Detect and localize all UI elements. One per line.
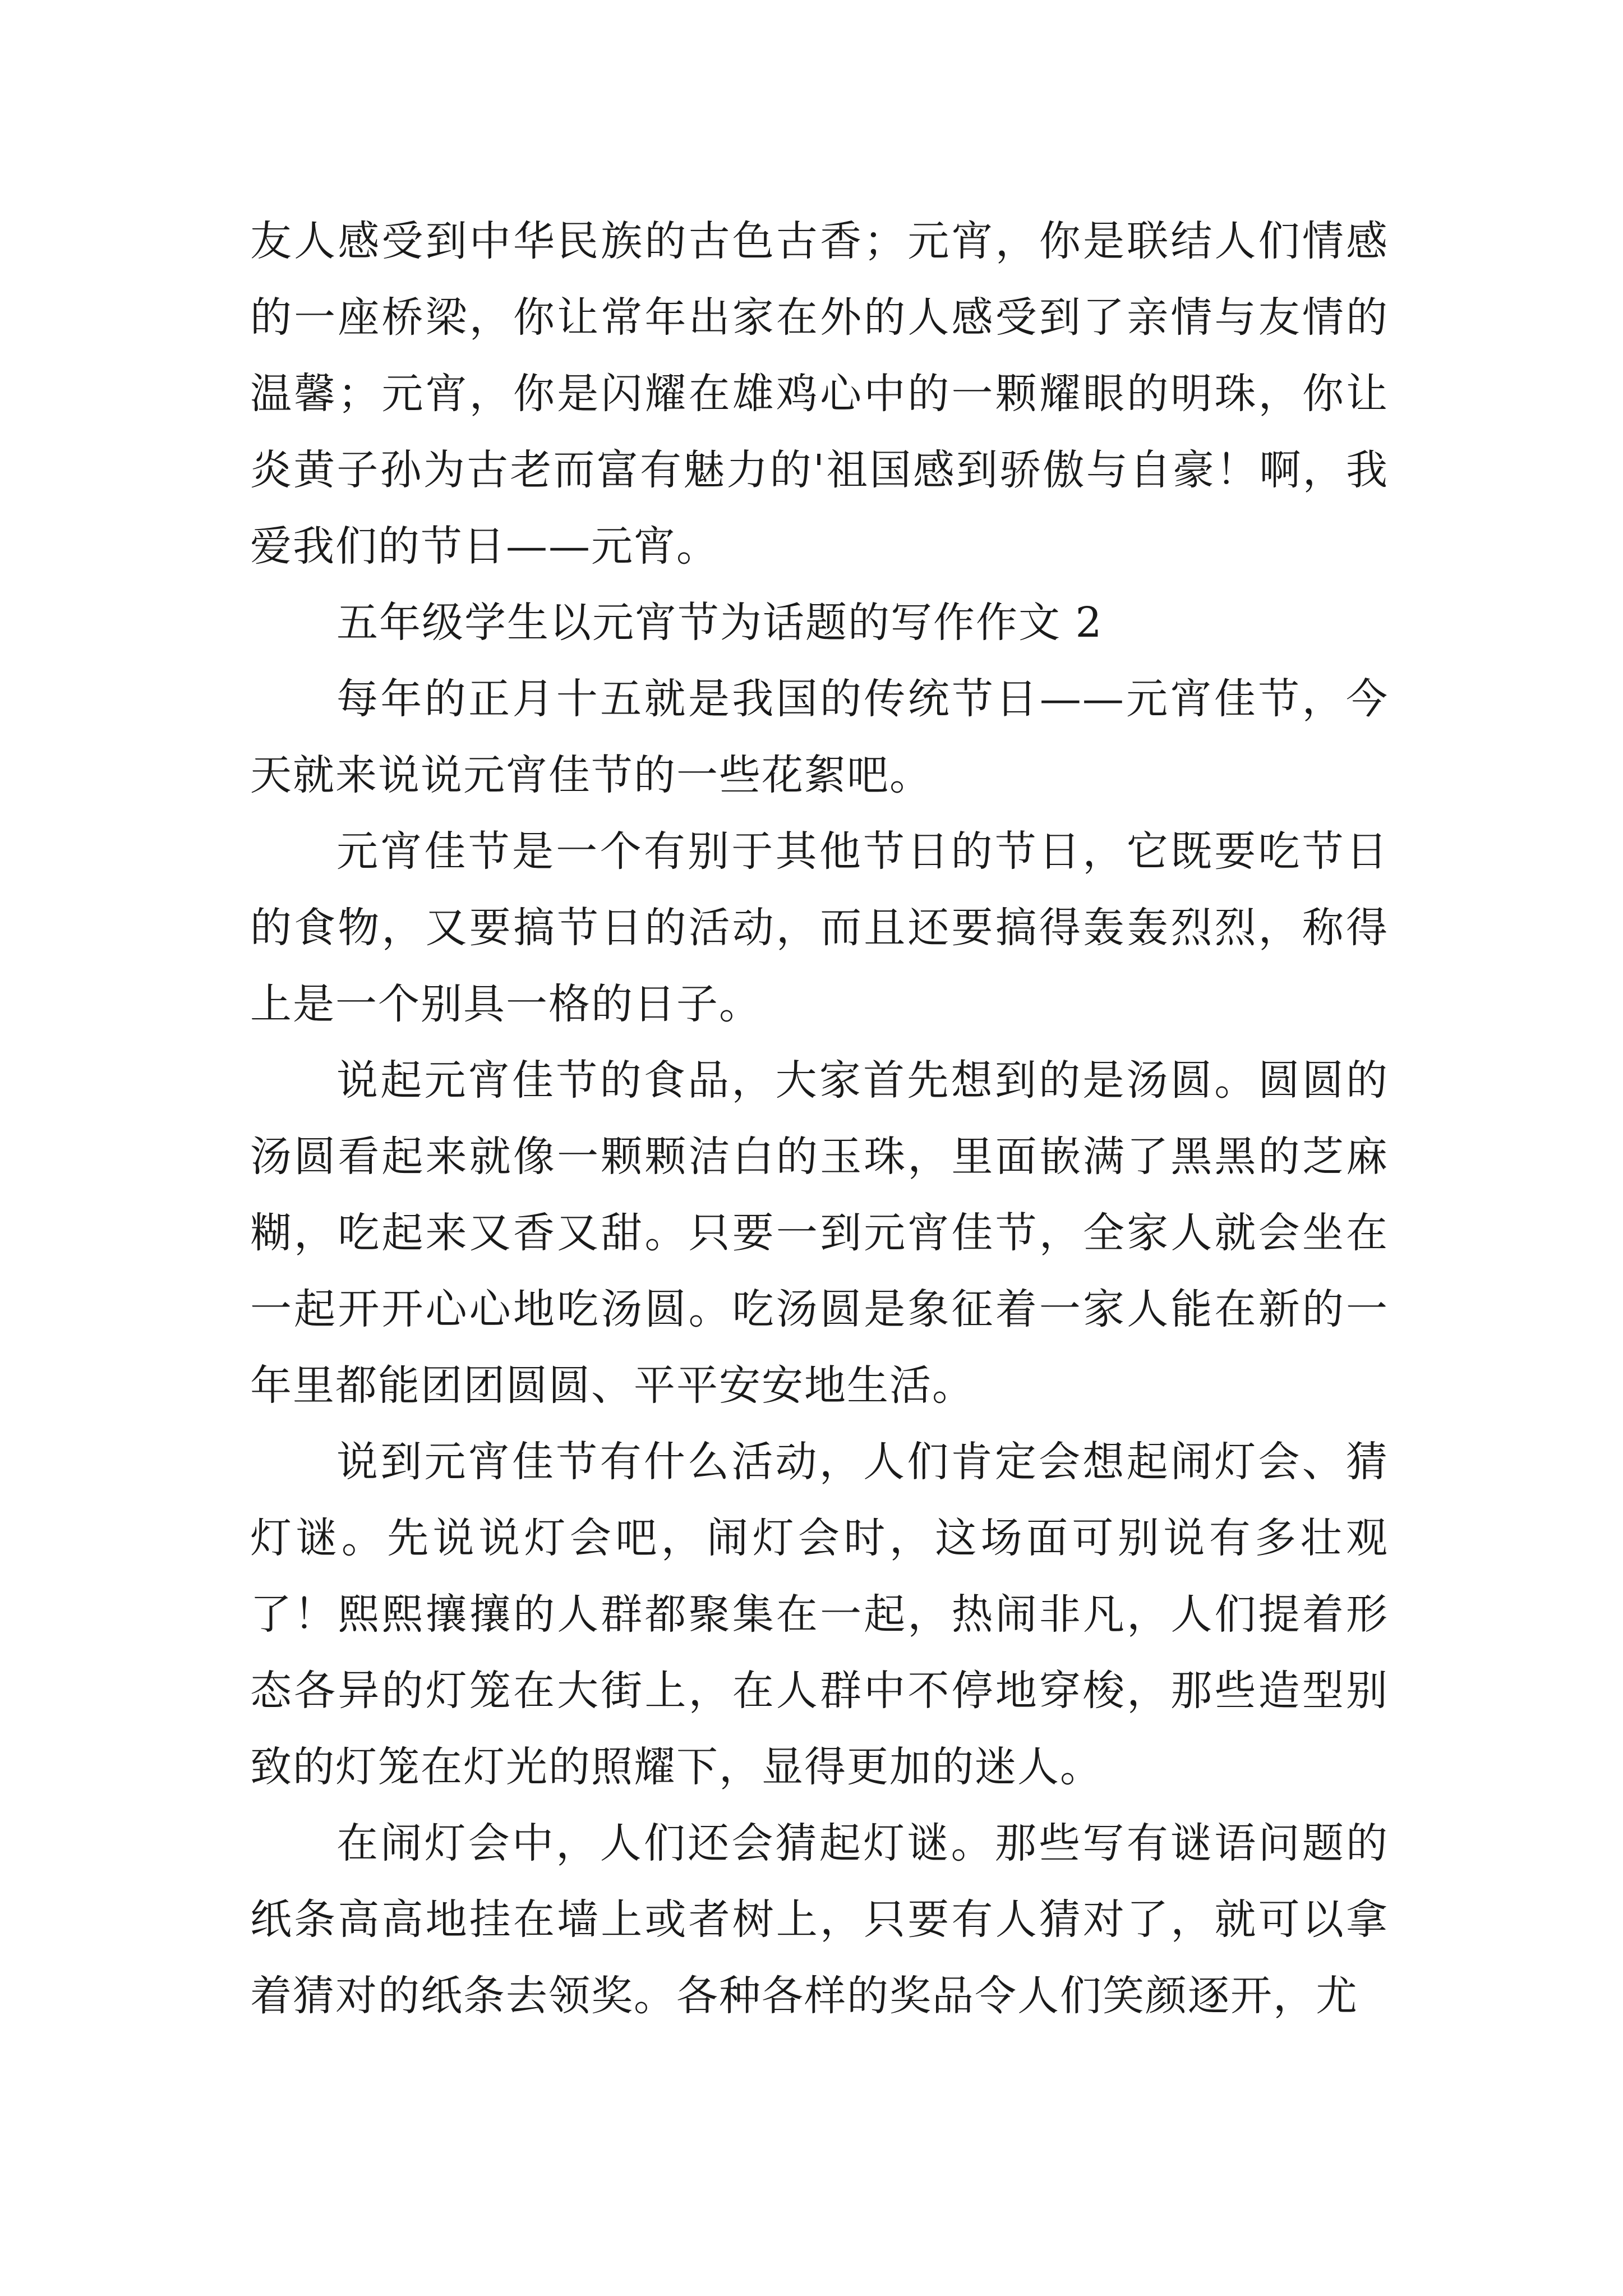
- paragraph-lantern-riddles: 在闹灯会中，人们还会猜起灯谜。那些写有谜语问题的纸条高高地挂在墙上或者树上，只要有人猜对了，就可以拿着猜对的纸条去领奖。各种各样的奖品令人们笑颜逐开，尤: [250, 1819, 1389, 2020]
- paragraph-lantern-fair: 说到元宵佳节有什么活动，人们肯定会想起闹灯会、猜灯谜。先说说灯会吧，闹灯会时，这场面可别说有多壮观了！熙熙攘攘的人群都聚集在一起，热闹非凡，人们提着形态各异的灯笼在大街上，在人群中不停地穿梭，那些造型别致的灯笼在灯光的照耀下，显得更加的迷人。: [250, 1438, 1389, 1791]
- paragraph-festival-description: 元宵佳节是一个有别于其他节日的节日，它既要吃节日的食物，又要搞节日的活动，而且还要搞得轰轰烈烈，称得上是一个别具一格的日子。: [250, 827, 1389, 1028]
- document-body: [250, 203, 1389, 2034]
- paragraph-intro: 每年的正月十五就是我国的传统节日——元宵佳节，今天就来说说元宵佳节的一些花絮吧。: [250, 675, 1389, 799]
- paragraph-continuation: 友人感受到中华民族的古色古香；元宵，你是联结人们情感的一座桥梁，你让常年出家在外的人感受到了亲情与友情的温馨；元宵，你是闪耀在雄鸡心中的一颗耀眼的明珠，你让炎黄子孙为古老而富有魅力的'祖国感到骄傲与自豪！啊，我爱我们的节日——元宵。: [250, 217, 1389, 570]
- paragraph-tangyuan: 说起元宵佳节的食品，大家首先想到的是汤圆。圆圆的汤圆看起来就像一颗颗洁白的玉珠，里面嵌满了黑黑的芝麻糊，吃起来又香又甜。只要一到元宵佳节，全家人就会坐在一起开开心心地吃汤圆。吃汤圆是象征着一家人能在新的一年里都能团团圆圆、平平安安地生活。: [250, 1056, 1389, 1410]
- essay-heading: 五年级学生以元宵节为话题的写作作文 2: [336, 599, 1103, 647]
